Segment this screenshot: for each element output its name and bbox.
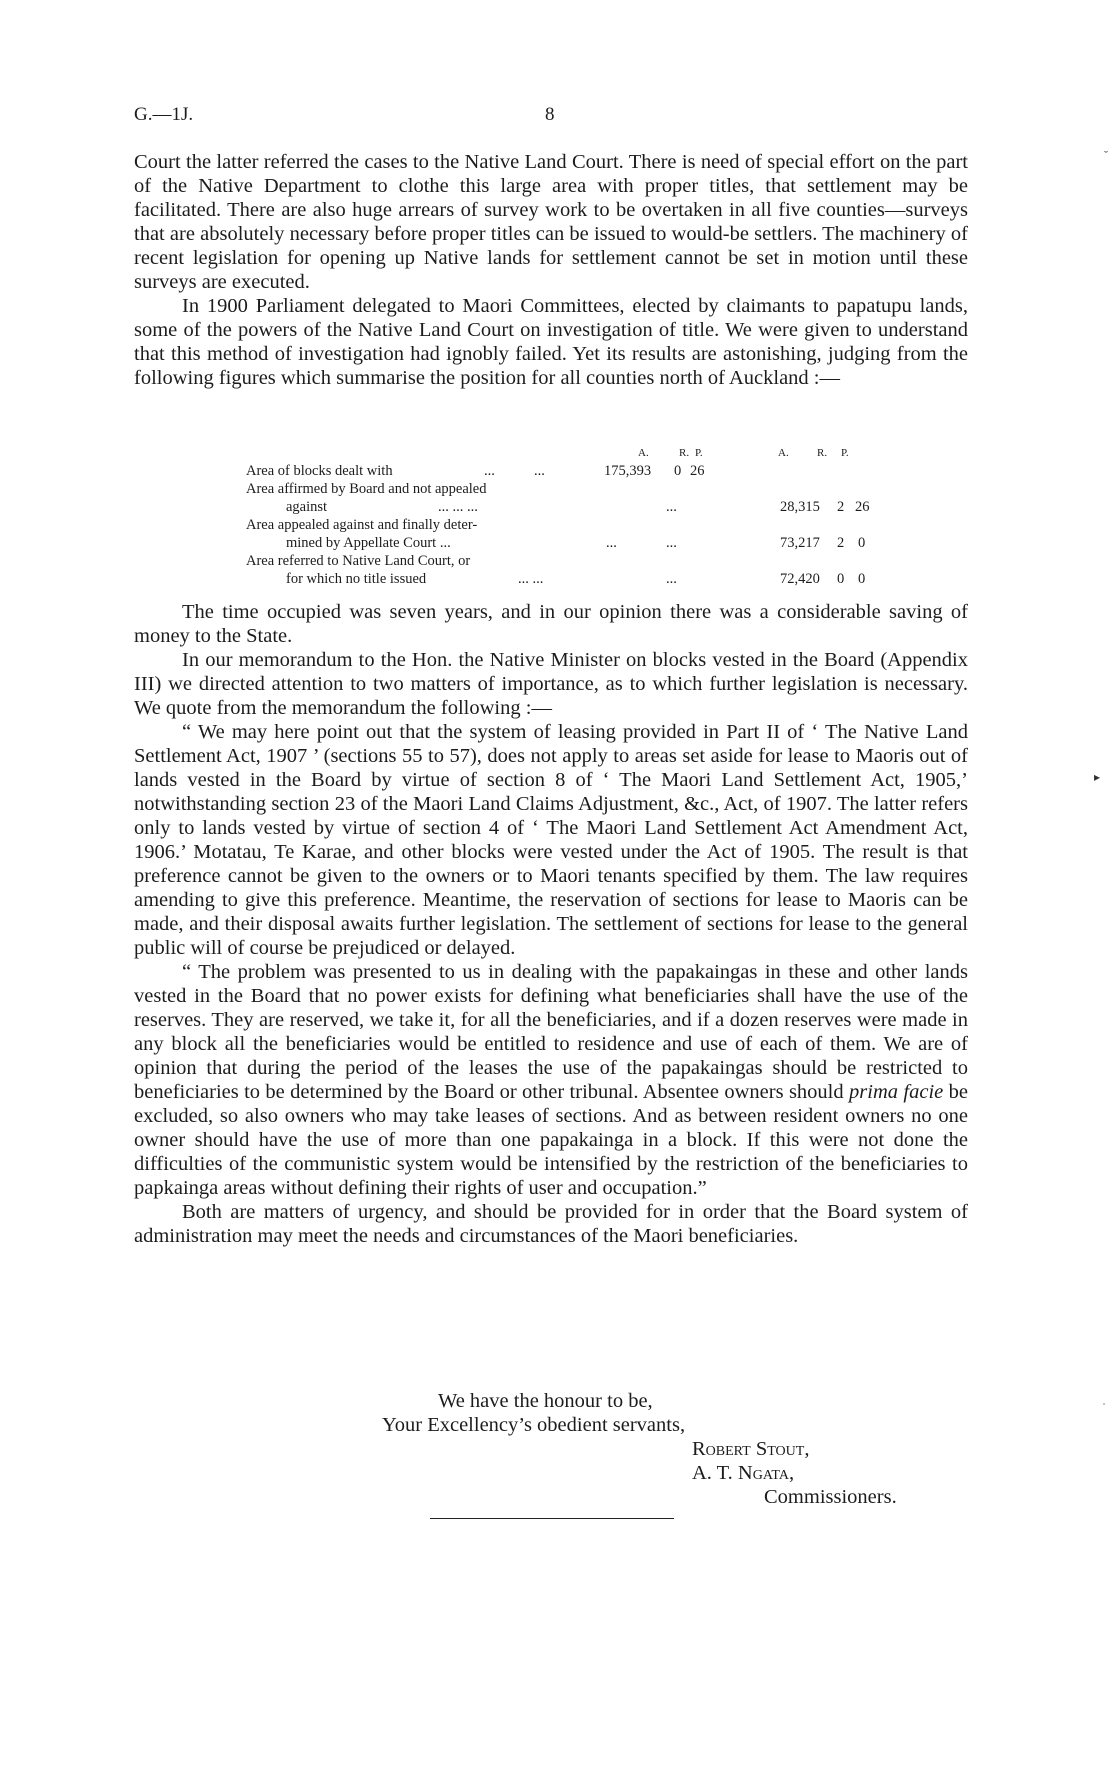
col-roods-header-1: R.	[679, 447, 690, 459]
document-reference: G.—1J.	[134, 104, 194, 125]
body-text-top	[134, 150, 968, 390]
margin-mark: ˘	[1104, 148, 1108, 162]
paragraph-intro: Court the latter referred the cases to the Native Land Court. There is need of special effort on the part of the Native Department to clothe this large area with proper titles, that settlement may be facilitated. There are also huge arrears of survey work to be overtaken in all five counties—surveys that are absolutely necessary before proper titles can be issued to would-be settlers. The machinery of recent legislation for opening up Native lands for settlement cannot be set in motion until these surveys are executed.	[134, 151, 968, 293]
body-text-bottom	[134, 600, 968, 1248]
table-row: Area affirmed by Board and not appealed	[246, 481, 487, 497]
paragraph-time: The time occupied was seven years, and in our opinion there was a considerable saving of money to the State.	[134, 601, 968, 647]
table-row: Area of blocks dealt with ... ... 175,393 0 26	[246, 463, 705, 479]
col-perches-header-1: P.	[695, 447, 703, 459]
closing-rule	[430, 1518, 674, 1519]
closing-line-2: Your Excellency’s obedient servants,	[382, 1414, 686, 1436]
paragraph-urgency: Both are matters of urgency, and should be provided for in order that the Board system of administration may meet the needs and circumstances of the Maori beneficiaries.	[134, 1201, 968, 1247]
quote-paragraph-2: “ The problem was presented to us in dealing with the papakaingas in these and other lands vested in the Board that no power exists for defining what beneficiaries shall have the use of the reserves. They are reserved, we take it, for all the beneficiaries, and if a dozen reserves were made in any block all the beneficiaries would be entitled to residence and use of each of them. We are of opinion that during the period of the leases the use of the papakaingas should be restricted to beneficiaries to be determined by the Board or other tribunal. Absentee owners should prima facie be excluded, so also owners who may take leases of sections. And as between resident owners no one owner should have the use of more than one papakainga in a block. If this were not done the difficulties of the communistic system would be intensified by the restriction of the beneficiaries to papkainga areas without defining their rights of user and occupation.”	[134, 961, 968, 1199]
col-perches-header-2: P.	[841, 447, 849, 459]
signatory-role: Commissioners.	[764, 1486, 897, 1508]
closing-line-1: We have the honour to be,	[438, 1390, 653, 1412]
table-row: Area appealed against and finally deter-	[246, 517, 478, 533]
margin-mark: ˙	[1102, 1400, 1106, 1414]
page-number: 8	[545, 104, 555, 125]
margin-mark: ▸	[1094, 770, 1101, 784]
quote-paragraph-1: “ We may here point out that the system of leasing provided in Part II of ‘ The Native Land Settlement Act, 1907 ’ (sections 55 to 57), does not apply to areas set aside for lease to Maoris out of lands vested in the Board by virtue of section 8 of ‘ The Maori Land Settlement Act, 1905,’ notwithstanding section 23 of the Maori Land Claims Adjustment, &c., Act, of 1907. The latter refers only to lands vested by virtue of section 4 of ‘ The Maori Land Settlement Act Amendment Act, 1906.’ Motatau, Te Karae, and other blocks were vested under the Act of 1905. The result is that preference cannot be given to the owners or to Maori tenants specified by them. The law requires amending to give this preference. Meantime, the reservation of sections for lease to Maoris can be made, and their disposal awaits further legislation. The settlement of sections for lease to the general public will of course be prejudiced or delayed.	[134, 721, 968, 959]
table-header-row	[246, 444, 926, 462]
col-acres-header-2: A.	[778, 447, 789, 459]
table-row-continued: mined by Appellate Court ... ... ... 73,217 2 0	[286, 535, 866, 551]
col-roods-header-2: R.	[817, 447, 828, 459]
table-row-continued: for which no title issued ... ... ... 72,420 0 0	[286, 571, 866, 587]
area-table	[246, 444, 926, 588]
paragraph-memorandum: In our memorandum to the Hon. the Native Minister on blocks vested in the Board (Appendix III) we directed attention to two matters of importance, as to which further legislation is necessary. We quote from the memorandum the following :—	[134, 649, 968, 719]
col-acres-header-1: A.	[638, 447, 649, 459]
table-row: Area referred to Native Land Court, or	[246, 553, 471, 569]
table-row-continued: against ... ... ... ... 28,315 2 26	[286, 499, 870, 515]
paragraph-1900: In 1900 Parliament delegated to Maori Committees, elected by claimants to papatupu lands, some of the powers of the Native Land Court on investigation of title. We were given to understand that this method of investigation had ignobly failed. Yet its results are astonishing, judging from the following figures which summarise the position for all counties north of Auckland :—	[134, 295, 968, 389]
italic-latin-phrase: prima facie	[849, 1081, 944, 1103]
signatory-1: Robert Stout,	[692, 1438, 810, 1460]
signatory-2: A. T. Ngata,	[692, 1462, 795, 1484]
